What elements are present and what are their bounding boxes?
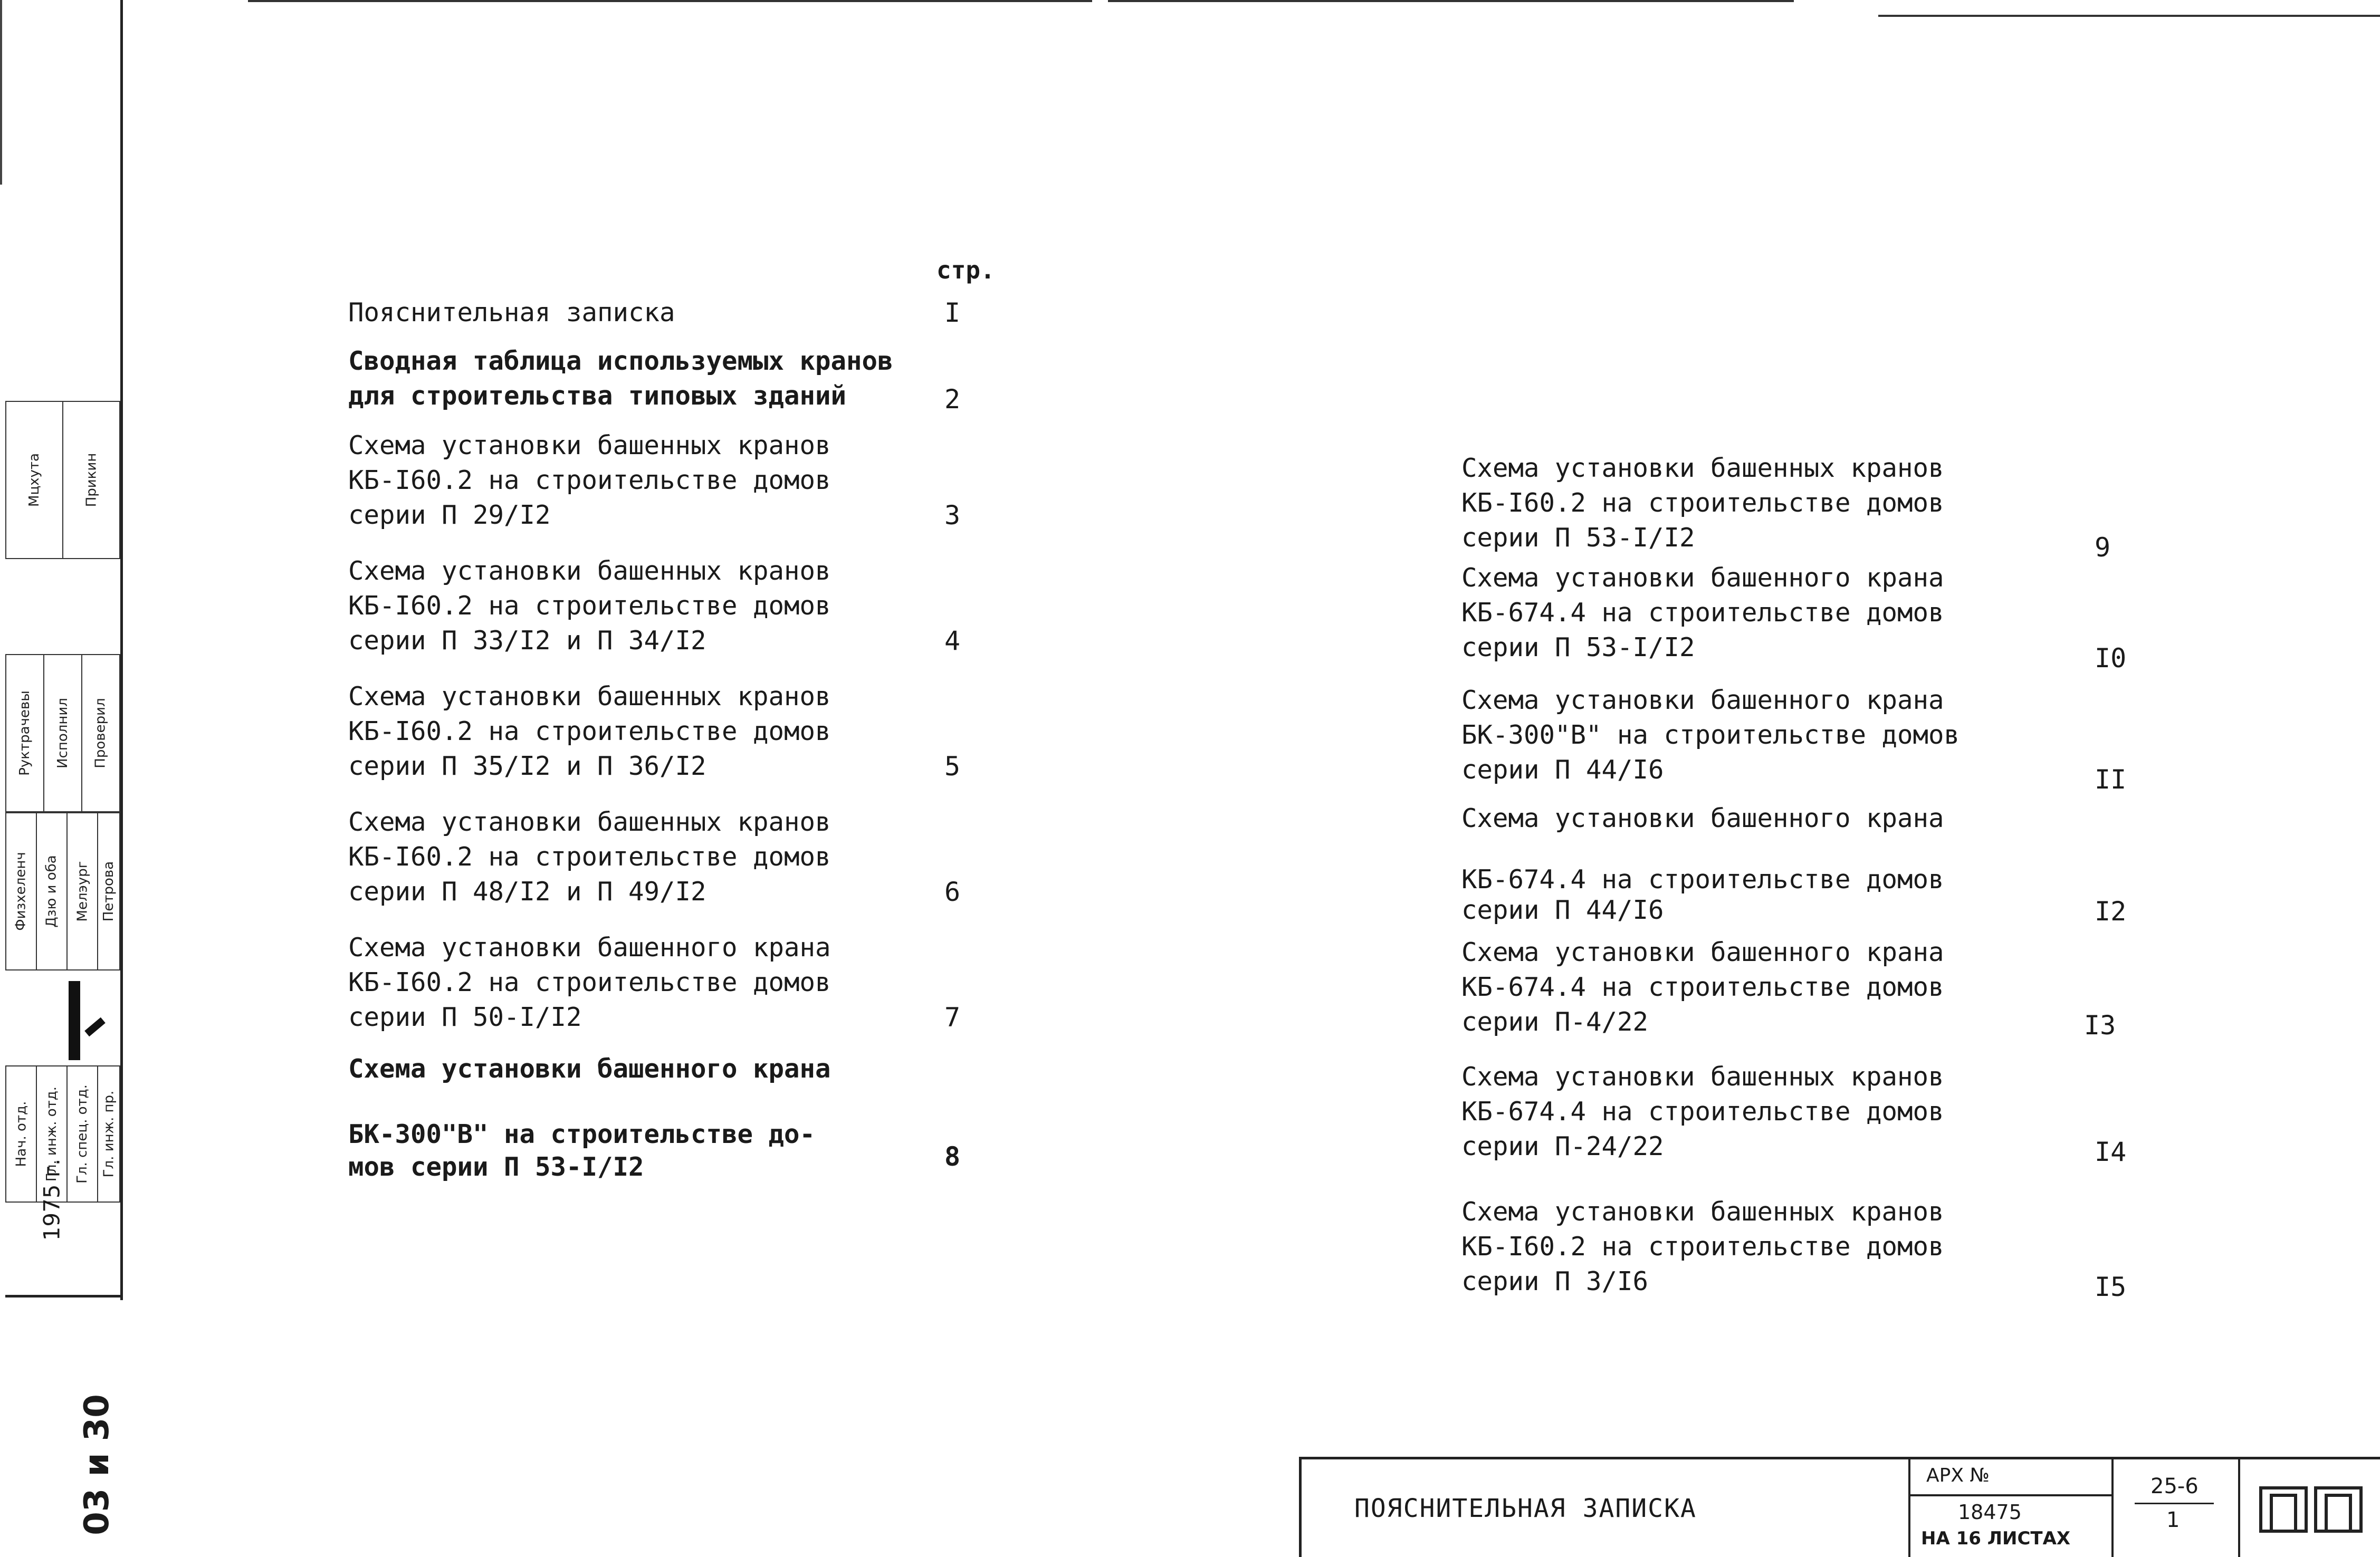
top-border-line <box>1878 15 2380 17</box>
toc-entry-page: 5 <box>944 751 961 782</box>
toc-entry-page: 8 <box>944 1141 961 1172</box>
sheet-number-cell <box>2111 1459 2238 1557</box>
toc-entry-title: Схема установки башенных кранов КБ-674.4 на строительстве домов серии П-24/22 <box>1461 1062 1944 1161</box>
stamp-cell: Мелэург <box>66 812 98 970</box>
toc-entry <box>1461 803 2200 926</box>
fraction-line <box>2135 1503 2214 1504</box>
toc-entry-title: Схема установки башенных кранов КБ-I60.2 на строительстве домов серии П 48/I2 и П 49/I2 <box>348 807 831 907</box>
stamp-cell: Гл. инж. пр. <box>97 1065 120 1203</box>
stamp-cell: Гл. инж. отд. <box>36 1065 68 1203</box>
margin-line <box>0 0 2 185</box>
signature-mark <box>69 981 80 1060</box>
top-border-line <box>1108 0 1794 2</box>
approval-stamp <box>5 401 120 1203</box>
toc-entry-page: I4 <box>2095 1137 2127 1167</box>
toc-column-right <box>1461 451 2200 1302</box>
toc-entry <box>1461 683 2200 795</box>
toc-entry-page: 6 <box>944 877 961 907</box>
toc-entry <box>1461 1060 2200 1167</box>
pp-logo-icon <box>2259 1486 2364 1533</box>
toc-entry-page: II <box>2095 764 2127 795</box>
toc-entry-title: Схема установки башенного крана БК-300"В" на строительстве домов серии П 44/I6 <box>1461 685 1960 785</box>
toc-entry-page: I5 <box>2095 1272 2127 1302</box>
toc-entry-page: 2 <box>944 384 961 415</box>
toc-entry-title: Сводная таблица используемых кранов для строительства типовых зданий <box>348 346 893 411</box>
toc-entry <box>348 930 1034 1035</box>
sheets-total: НА 16 ЛИСТАХ <box>1921 1528 2071 1549</box>
date-stamp: 03 и 30 <box>77 1394 117 1535</box>
toc-entry <box>1461 561 2200 674</box>
top-border-line <box>248 0 1092 2</box>
toc-entry-page: I <box>944 297 961 328</box>
stamp-divider <box>5 1295 121 1298</box>
toc-entry-title: Пояснительная записка <box>348 297 675 328</box>
toc-entry-title: Схема установки башенных кранов КБ-I60.2 на строительстве домов серии П 29/I2 <box>348 430 831 530</box>
page-column-header: стр. <box>936 256 995 284</box>
sheet-number: 1 <box>2166 1508 2180 1532</box>
toc-entry-page: I0 <box>2095 643 2127 674</box>
stamp-cell: Проверил <box>81 654 120 812</box>
stamp-cell: Дзю и оба <box>36 812 68 970</box>
stamp-cell: Нач. отд. <box>5 1065 37 1203</box>
toc-entry <box>348 679 1034 784</box>
stamp-cell: Прикин <box>62 401 120 559</box>
toc-entry-page: 4 <box>944 626 961 656</box>
toc-entry-title: Схема установки башенных кранов КБ-I60.2 на строительстве домов серии П 35/I2 и П 36/I2 <box>348 681 831 781</box>
stamp-cell: Гл. спец. отд. <box>66 1065 98 1203</box>
toc-entry-title: Схема установки башенного крана КБ-I60.2 на строительстве домов серии П 50-I/I2 <box>348 933 831 1032</box>
margin-border <box>120 0 123 1300</box>
toc-entry <box>1461 451 2200 563</box>
toc-entry <box>348 295 1034 330</box>
toc-entry-page: 9 <box>2095 532 2111 563</box>
signature-mark <box>84 1017 106 1036</box>
stamp-cell: Петрова <box>97 812 120 970</box>
document-title: ПОЯСНИТЕЛЬНАЯ ЗАПИСКА <box>1354 1493 1697 1523</box>
toc-entry <box>348 805 1034 909</box>
toc-entry <box>348 428 1034 533</box>
stamp-cell: Мцхута <box>5 401 63 559</box>
toc-entry-title: Схема установки башенных кранов КБ-I60.2 на строительстве домов серии П 3/I6 <box>1461 1197 1944 1296</box>
archive-number: 18475 <box>1958 1501 2022 1524</box>
toc-column-left <box>348 256 1034 1184</box>
toc-entry <box>348 1053 1034 1184</box>
organization-logo <box>2238 1459 2380 1557</box>
toc-entry-title: Схема установки башенного крана КБ-674.4 на строительстве домов серии П 53-I/I2 <box>1461 563 1944 662</box>
year-stamp: 1975 г. <box>39 1158 65 1241</box>
toc-entry-title: Схема установки башенного крана БК-300"В" на строительстве до- мов серии П 53-I/I2 <box>348 1054 831 1182</box>
archive-number-cell <box>1908 1459 2111 1557</box>
toc-entry-page: 7 <box>944 1002 961 1033</box>
toc-entry-title: Схема установки башенного крана КБ-674.4 на строительстве домов серии П-4/22 <box>1461 937 1944 1037</box>
toc-entry-page: 3 <box>944 500 961 531</box>
toc-entry-page: I2 <box>2095 896 2127 927</box>
toc-entry <box>1461 1195 2200 1302</box>
toc-entry-title: Схема установки башенных кранов КБ-I60.2 на строительстве домов серии П 33/I2 и П 34/I2 <box>348 556 831 656</box>
stamp-cell: Исполнил <box>43 654 82 812</box>
album-code: 25-6 <box>2150 1474 2199 1498</box>
toc-entry-title: Схема установки башенных кранов КБ-I60.2 на строительстве домов серии П 53-I/I2 <box>1461 453 1944 553</box>
cell-divider <box>1910 1494 2114 1496</box>
toc-entry-title: Схема установки башенного крана КБ-674.4 на строительстве домов серии П 44/I6 <box>1461 803 1944 925</box>
stamp-cell: Руктрачевы <box>5 654 44 812</box>
toc-entry <box>348 344 1034 414</box>
toc-entry-page: I3 <box>2084 1010 2116 1041</box>
stamp-cell: Физхеленч <box>5 812 37 970</box>
archive-label: АРХ № <box>1926 1465 1990 1486</box>
toc-entry <box>348 554 1034 658</box>
title-block <box>1299 1457 2380 1557</box>
toc-entry <box>1461 935 2200 1040</box>
